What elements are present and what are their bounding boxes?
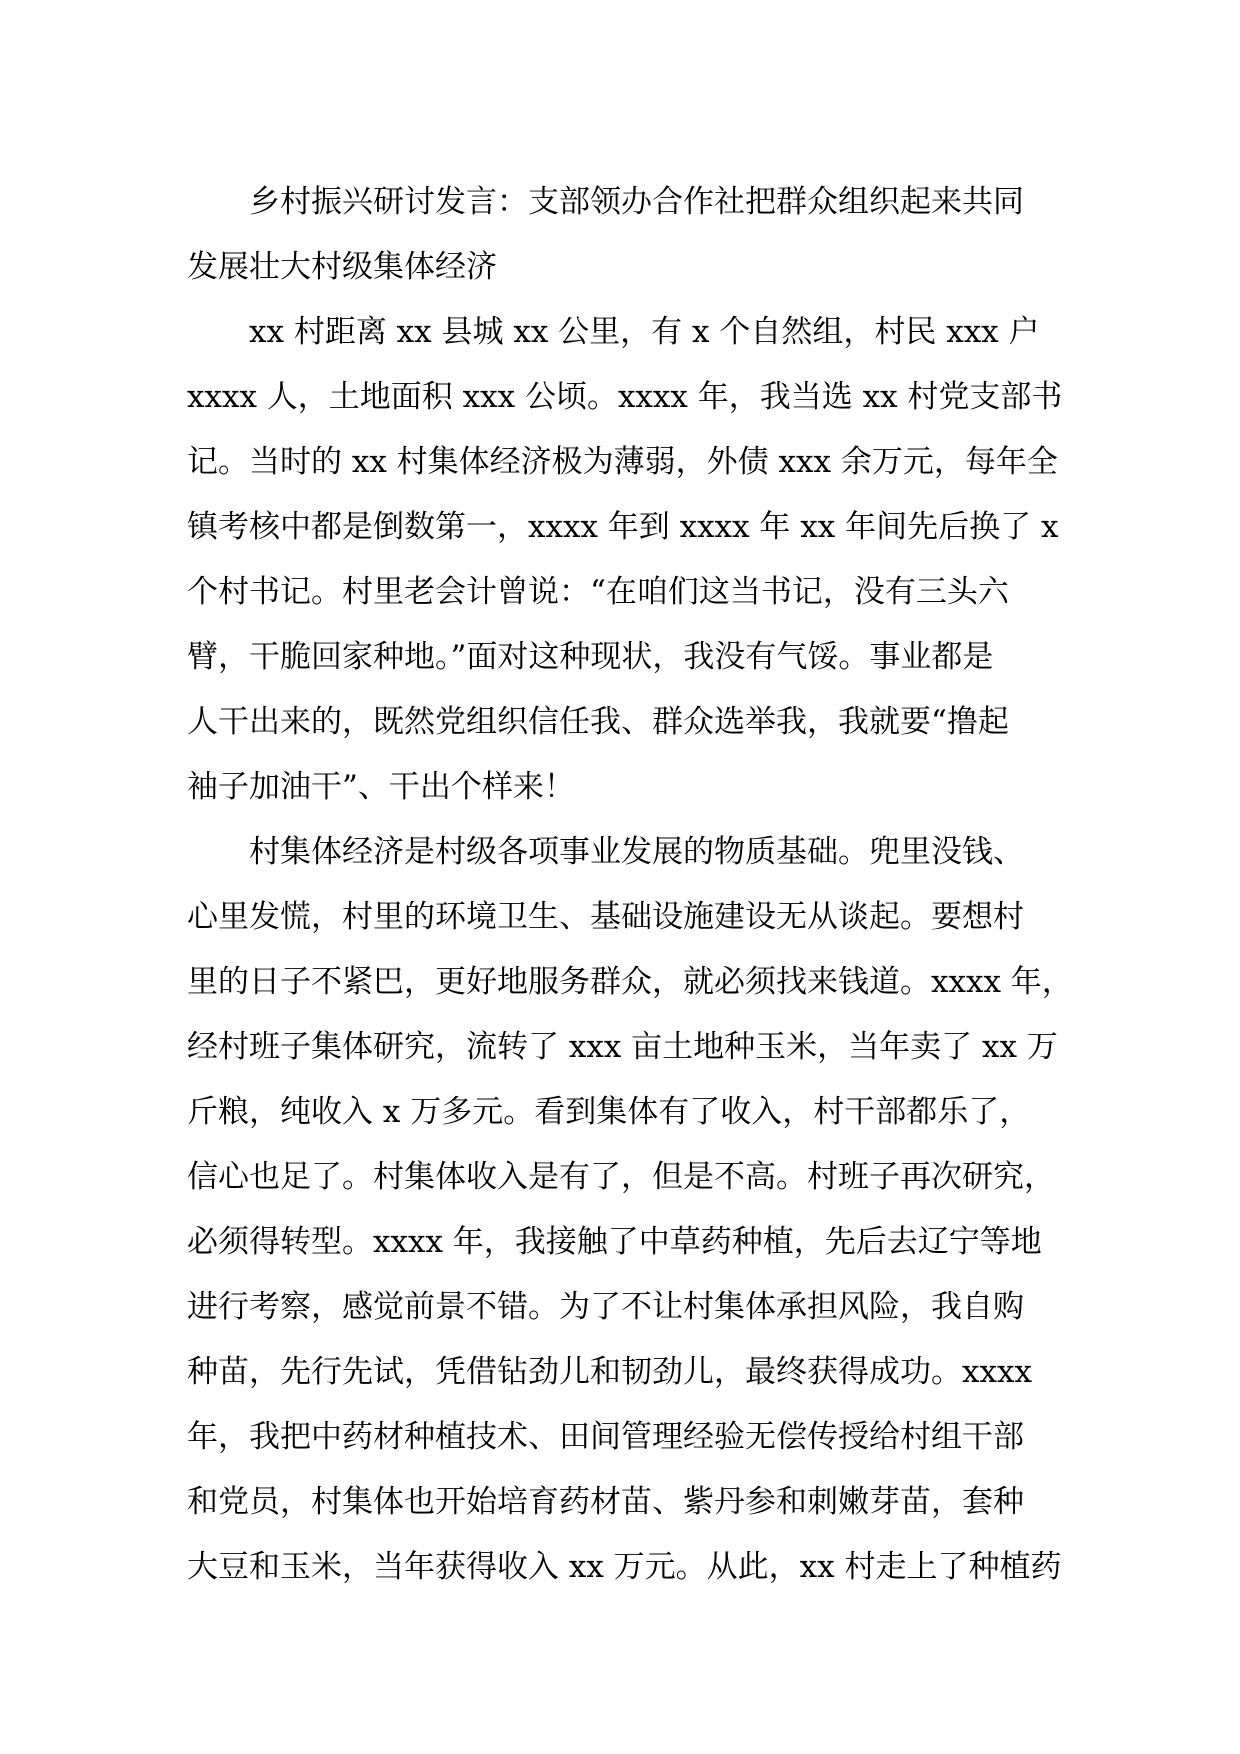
- document-body: [187, 170, 1087, 1600]
- document-title: 乡村振兴研讨发言：支部领办合作社把群众组织起来共同 发展壮大村级集体经济: [187, 184, 1024, 285]
- paragraph-1: xx 村距离 xx 县城 xx 公里，有 x 个自然组，村民 xxx 户 xxxx 人，土地面积 xxx 公顷。xxxx 年，我当选 xx 村党支部书 记。当时的 xx 村集体经济极为薄弱，外债 xxx 余万元，每年全 镇考核中都是倒数第一，xxxx 年到 xxxx 年 xx 年间先后换了 x 个村书记。村里老会计曾说：“在咱们这当书记，没有三头六 臂，干脆回家种地。”面对这种现状，我没有气馁。事业都是 人干出来的，既然党组织信任我、群众选举我，我就要“撸起 袖子加油干”、干出个样来！: [187, 314, 1063, 805]
- paragraph-2: 村集体经济是村级各项事业发展的物质基础。兜里没钱、 心里发慌，村里的环境卫生、基础设施建设无从谈起。要想村 里的日子不紧巴，更好地服务群众，就必须找来钱道。xxxx 年， 经村班子集体研究，流转了 xxx 亩土地种玉米，当年卖了 xx 万 斤粮，纯收入 x 万多元。看到集体有了收入，村干部都乐了， 信心也足了。村集体收入是有了，但是不高。村班子再次研究， 必须得转型。xxxx 年，我接触了中草药种植，先后去辽宁等地 进行考察，感觉前景不错。为了不让村集体承担风险，我自购 种苗，先行先试，凭借钻劲儿和韧劲儿，最终获得成功。xxxx 年，我把中药材种植技术、田间管理经验无偿传授给村组干部 和党员，村集体也开始培育药材苗、紫丹参和刺嫩芽苗，套种 大豆和玉米，当年获得收入 xx 万元。从此，xx 村走上了种植药: [187, 834, 1073, 1585]
